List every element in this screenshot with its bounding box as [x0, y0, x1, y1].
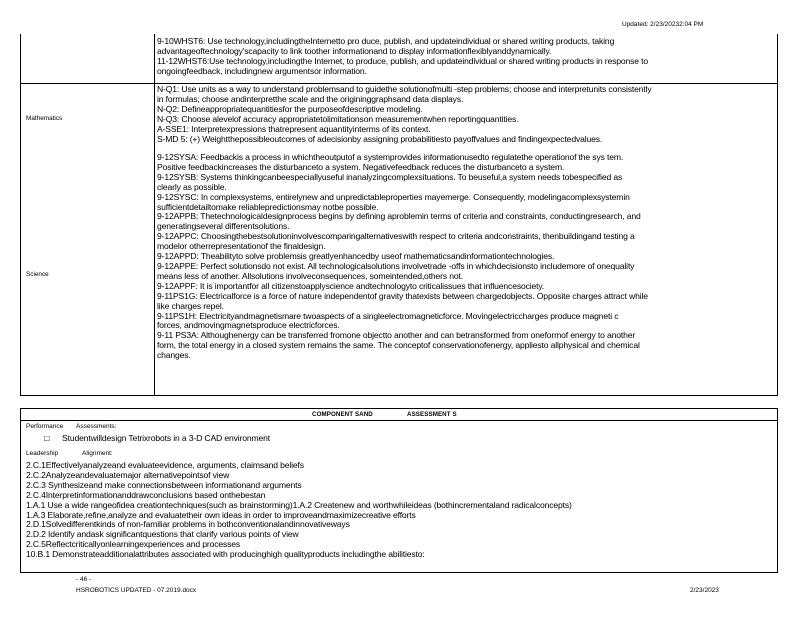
rule-bottom-header [20, 420, 778, 421]
standard-line: means less of another. Allsolutions involveconsequences, someintended,others not. [157, 270, 464, 281]
standard-line: advantageoftechnology'scapacity to link toother informationand to display informationflexiblyanddynamically. [157, 45, 552, 56]
standard-line: 11-12WHST6:Use technology,includingthe Internet, to produce, publish, and updateindividual or shared writing products in response to [157, 55, 649, 66]
rule-top-left [20, 34, 21, 396]
updated-timestamp: Updated: 2/23/20232:04 PM [622, 21, 704, 28]
standard-line: sufficientdetailtomake reliablepredictionsmay notbe possible. [157, 201, 379, 212]
standard-line: 2.C.2Analyzeandevaluatemajor alternativepointsof view [26, 469, 230, 480]
standard-line: 2.D.2 Identify andask significantquestions that clarify various points of view [26, 529, 299, 540]
standard-line: 9-12APPC: Choosingthebestsolutioninvolvescomparingalternativeswith respect to criteria andconstraints, thenbuildingand testing a [157, 231, 635, 242]
standard-line: 9-12APPF: It is importantfor all citizenstoapplyscience andtechnologyto criticalissues that influencesociety. [157, 280, 545, 291]
standard-line: N-Q3: Choose alevelof accuracy appropriatetolimitationson measurementwhen reportingquantities. [157, 113, 519, 124]
standard-line: in formulas; choose andinterpretthe scale and the origininggraphsand data displays. [157, 93, 464, 104]
assessments-header: ASSESSMENT S [407, 411, 457, 418]
standard-line: 9-12SYSB: Systems thinkingcanbeespeciallyuseful inanalyzingcomplexsituations. To beuseful,a system needs tobespecified as [157, 171, 623, 182]
standard-line: clearly as possible. [157, 181, 227, 192]
standard-line: 1.A.1 Use a wide rangeofidea creationtechniques(such as brainstorming)1.A.2 Createnew and worthwhileideas (bothincrementaland radicalconcepts) [26, 499, 572, 510]
alignment-label: Alignment: [82, 450, 113, 457]
standard-line: 9-11 PS3A: Althoughenergy can be transferred fromone objectto another and can betransformed from oneformof energy to another [157, 330, 636, 341]
standard-line: 2.C.4Interpretinformationanddrawconclusions based onthebestan [26, 489, 266, 500]
standard-line: 9-12SYSA: Feedbackis a process in whichtheoutputof a systemprovides informationusedto regulatethe operationof the sys tem. [157, 152, 624, 162]
rule-bottom-end [20, 572, 778, 573]
footer-date: 2/23/2023 [690, 587, 719, 594]
standard-line: 9-10WHST6: Use technology,includingtheInternetto pro duce, publish, and updateindividual or shared writing products, taking [157, 36, 615, 46]
science-standards [157, 153, 648, 361]
assessment-item: Studentwilldesign Tetrixrobots in a 3-D CAD environment [62, 433, 270, 443]
rule-top-table-bottom [20, 395, 778, 396]
standard-line: 9-12APPD: Theabilityto solve problemsis greatlyenhancedby useof mathematicsandinformationtechnologies. [157, 251, 555, 262]
standard-line: ongoingfeedback, includingnew argumentsor information. [157, 65, 367, 76]
rule-bottom-left [20, 408, 21, 573]
mathematics-label: Mathematics [26, 115, 63, 122]
leadership-label: Leadership [26, 450, 59, 457]
standard-line: A-SSE1: Interpretexpressions thatrepresent aquantityinterms of its context. [157, 123, 431, 134]
standard-line: like charges repel. [157, 300, 224, 311]
standard-line: changes. [157, 350, 191, 361]
rule-bottom-right [777, 408, 778, 573]
standard-line: S-MD 5: (+) Weightthepossibleoutcomes of adecisionby assigning probabilitiesto payoffvalues and findingexpectedvalues. [157, 133, 603, 144]
page-number: - 46 - [76, 576, 92, 583]
standard-line: 2.C.3 Synthesizeand make connectionsbetween informationand arguments [26, 479, 302, 490]
components-header: COMPONENT SAND [312, 411, 373, 418]
writing-standards [157, 37, 648, 77]
rule-top-divider [154, 34, 155, 396]
standard-line: 9-11PS1G: Electricalforce is a force of nature independentof gravity thatexists between chargedobjects. Opposite charges attract while [157, 290, 648, 301]
standard-line: N-Q1: Use units as a way to understand problemsand to guidethe solutionofmulti -step problems; choose and interpretunits consistently [157, 84, 652, 94]
standard-line: form, the total energy in a closed system remains the same. The conceptof conservationofenergy, appliesto allphysical and chemical [157, 340, 640, 351]
science-label: Science [26, 271, 49, 278]
rule-bottom-top [20, 408, 778, 409]
assessments-label: Assessments: [76, 423, 117, 430]
standard-line: 2.C.5Reflectcriticallyonlearningexperiences and processes [26, 539, 241, 550]
standard-line: N-Q2: Defineappropriatequantitiesfor the purposeofdescriptive modeling. [157, 103, 423, 114]
standard-line: 9-11PS1H: Electricityandmagnetismare twoaspects of a singleelectromagneticforce. Movingelectriccharges produce magneti c [157, 310, 619, 321]
standard-line: 9-12APPB: Thetechnologicaldesignprocess begins by defining aproblemin terms of criteria and constraints, conductingresearch, and [157, 211, 641, 222]
standard-line: 9-12APPE: Perfect solutionsdo not exist. All technologicalsolutions involvetrade -offs in whichdecisionsto includemore of onequality [157, 260, 635, 271]
footer-filename: HSROBOTICS UPDATED - 07.2019.docx [76, 587, 197, 594]
standard-line: 9-12SYSC: In complexsystems, entirelynew and unpredictableproperties mayemerge. Consequently, modelingacomplexsystemin [157, 191, 630, 202]
standard-line: modelor otherrepresentationof the finaldesign. [157, 241, 326, 252]
standard-line: 2.D.1Solvedifferentkinds of non-familiar problems in bothconventionalandinnovativeways [26, 519, 350, 530]
bullet-checkbox-icon: □ [44, 433, 50, 443]
rule-top-right [777, 34, 778, 396]
standard-line: 2.C.1Effectivelyanalyzeand evaluateevidence, arguments, claimsand beliefs [26, 460, 304, 470]
standard-line: 10.B.1 Demonstrateadditionalattributes associated with producinghigh qualityproducts includingthe abilitiesto: [26, 549, 425, 560]
standard-line: generatingseveral differentsolutions. [157, 221, 290, 232]
standard-line: 1.A.3 Elaborate,refine,analyze and evaluatetheir own ideas in order to improveandmaximizecreative efforts [26, 509, 416, 520]
leadership-standards [26, 461, 572, 560]
performance-label: Performance [26, 423, 64, 430]
standard-line: forces, andmovingmagnetsproduce electricforces. [157, 320, 340, 331]
standard-line: Positive feedbackincreases the disturbanceto a system. Negativefeedback reduces the disturbanceto a system. [157, 161, 565, 172]
math-standards [157, 85, 652, 144]
